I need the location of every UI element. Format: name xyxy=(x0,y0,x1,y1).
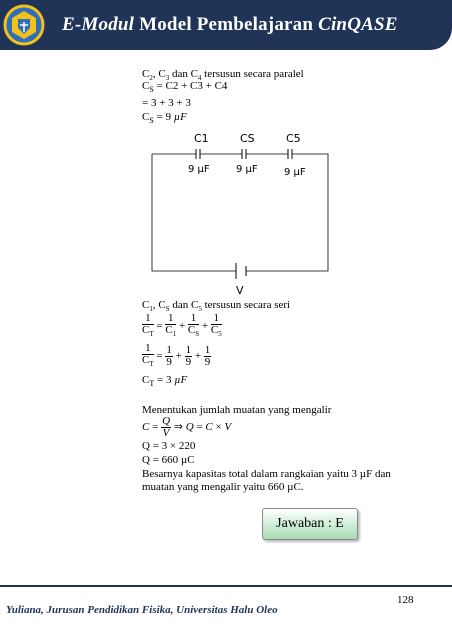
section3-conclusion-2: muatan yang mengalir yaitu 660 µC. xyxy=(142,481,304,493)
page-number: 128 xyxy=(397,594,414,606)
cap1-label: C1 xyxy=(194,132,209,145)
cap3-value: 9 µF xyxy=(284,167,306,178)
section3-conclusion-1: Besarnya kapasitas total dalam rangkaian yaitu 3 µF dan xyxy=(142,468,391,480)
section2-intro: $C_1$, $C_S$ dan $C_5$ tersusun secara seri xyxy=(142,299,291,314)
section1-intro: $C_2$, $C_3$ dan $C_4$ tersusun secara paralel xyxy=(142,68,304,83)
cap3-label: C5 xyxy=(286,132,301,145)
section3-eq2: Q = 3 × 220 xyxy=(142,440,196,452)
section3-intro: Menentukan jumlah muatan yang mengalir xyxy=(142,404,332,416)
circuit-diagram xyxy=(150,130,330,297)
footer-divider xyxy=(0,585,452,587)
cap1-value: 9 µF xyxy=(188,164,210,175)
section3-eq1: C = $\frac{Q}{V}$ ⇒ Q = C × V xyxy=(142,415,232,439)
cap2-label: CS xyxy=(240,132,255,145)
section1-eq2: = 3 + 3 + 3 xyxy=(142,97,191,109)
header-title: E-Modul Model Pembelajaran CinQASE xyxy=(62,14,398,35)
answer-label: Jawaban : E xyxy=(276,516,344,531)
source-label: V xyxy=(236,284,244,297)
cap2-value: 9 µF xyxy=(236,164,258,175)
section2-eq3: $C_T = 3$ µF xyxy=(142,374,188,389)
section2-eq2: $\frac{1}{C_T}$ = $\frac{1}{9}$ + $\frac{1}{9}$ + $\frac{1}{9}$ xyxy=(142,342,211,369)
section1-eq3: $C_S = 9$ µF xyxy=(142,111,187,126)
section3-eq3: Q = 660 µC xyxy=(142,454,195,466)
answer-box xyxy=(262,508,358,540)
university-logo xyxy=(2,4,46,46)
section2-eq1: $\frac{1}{C_T}$ = $\frac{1}{C_1}$ + $\frac{1}{C_S}$ + $\frac{1}{C_5}$ xyxy=(142,312,222,339)
footer-credit: Yuliana, Jurusan Pendidikan Fisika, Universitas Halu Oleo xyxy=(6,604,278,616)
section1-eq1: $C_S = C2 + C3 + C4$ xyxy=(142,80,228,95)
page-header xyxy=(0,0,452,50)
